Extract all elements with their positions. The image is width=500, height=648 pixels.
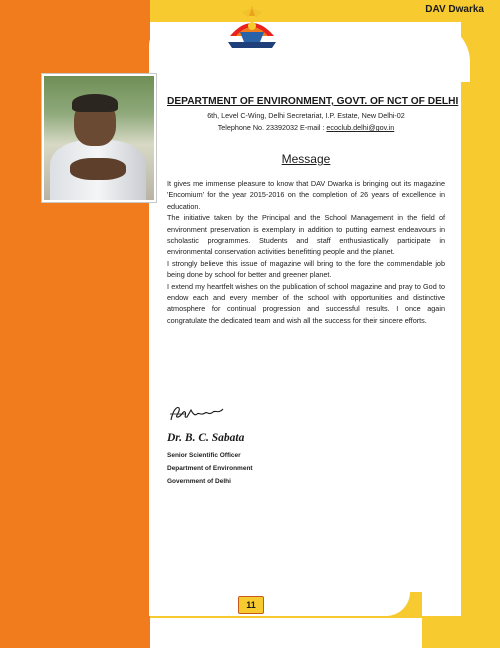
signatory-name: Dr. B. C. Sabata <box>167 432 245 444</box>
department-address: 6th, Level C-Wing, Delhi Secretariat, I.P. Estate, New Delhi-02 <box>207 111 405 120</box>
school-name-header: DAV Dwarka <box>425 4 484 15</box>
handwritten-signature-icon <box>167 402 227 424</box>
top-yellow-bar <box>150 0 422 22</box>
message-heading: Message <box>281 152 331 166</box>
letter-content <box>167 96 459 326</box>
content-card-bottom <box>150 592 410 616</box>
message-paragraph-1: It gives me immense pleasure to know that DAV Dwarka is bringing out its magazine 'Encomium' for the year 2015-2016 on the completion of 26 years of excellence in education. <box>167 179 445 211</box>
department-contact <box>167 123 445 132</box>
portrait-photo <box>42 74 156 202</box>
message-paragraph-3: I strongly believe this issue of magazine will bring to the fore the commendable job being done by school for better and greener planet. <box>167 258 445 280</box>
signatory-designation: Senior Scientific Officer <box>167 452 241 459</box>
signatory-department: Department of Environment <box>167 465 253 472</box>
message-paragraph-2: The initiative taken by the Principal and the School Management in the field of environment preservation is exemplary in addition to putting earnest endeavours in scholastic programmes. Students and staff enthusiastically participate in environmental conservation activities benefitting people and the planet. <box>167 213 445 257</box>
page-number: 11 <box>238 596 264 614</box>
signatory-government: Government of Delhi <box>167 478 231 485</box>
telephone-label: Telephone No. 23392032 E-mail : <box>217 123 327 132</box>
message-paragraph-4: I extend my heartfelt wishes on the publication of school magazine and pray to God to endow each and every member of the school with opportunities and distinctive atmosphere for continual progression and successful results. I once again congratulate the dedicated team and wish all the success for their sincere efforts. <box>167 281 445 325</box>
message-body <box>167 178 445 326</box>
dav-logo-icon <box>222 2 282 56</box>
email-link[interactable]: ecoclub.delhi@gov.in <box>326 123 395 132</box>
department-title: DEPARTMENT OF ENVIRONMENT, GOVT. OF NCT OF DELHI <box>167 96 459 107</box>
